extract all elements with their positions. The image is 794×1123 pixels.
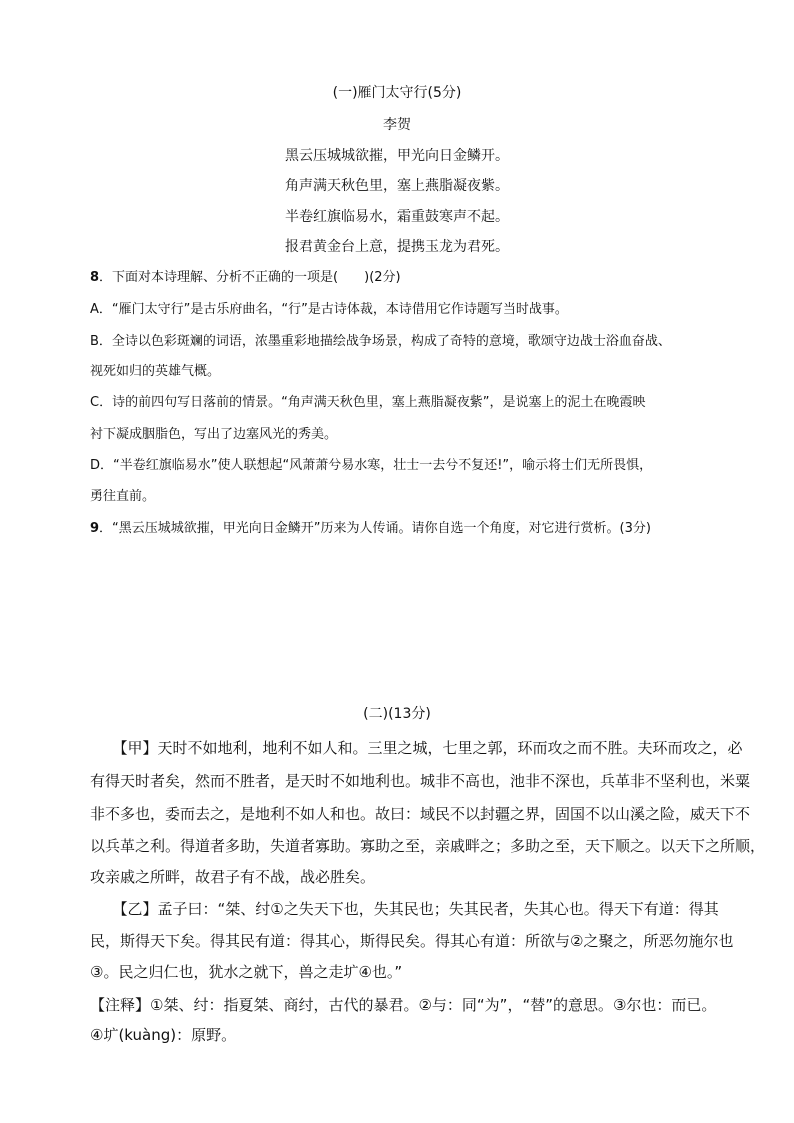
poem-author: 李贺 <box>383 117 411 133</box>
notes-line: ④圹(kuàng)：原野。 <box>90 1026 237 1044</box>
option-d: D．“半卷红旗临易水”使人联想起“风萧萧兮易水寒，壮士一去兮不复还!”，喻示将士们无所畏惧， <box>90 458 653 473</box>
option-d-cont: 勇往直前。 <box>90 489 156 504</box>
question-stem: ．“黑云压城城欲摧，甲光向日金鳞开”历来为人传诵。请你自选一个角度，对它进行赏析。(3分) <box>99 521 651 536</box>
question-stem: ．下面对本诗理解、分析不正确的一项是( )(2分) <box>99 270 401 285</box>
question-8 <box>90 269 401 287</box>
passage-jia-line <box>90 738 743 758</box>
passage-text: 【乙】孟子曰：“桀、纣①之失天下也，失其民也；失其民者，失其心也。得天下有道：得其 <box>120 900 719 918</box>
section2-title: (二)(13分) <box>363 706 431 722</box>
option-c: C．诗的前四句写日落前的情景。“角声满天秋色里，塞上燕脂凝夜紫”，是说塞上的泥土在晚霞映 <box>90 395 646 410</box>
passage-yi-line: ③。民之归仁也，犹水之就下，兽之走圹④也。” <box>90 963 403 981</box>
passage-text: 【甲】天时不如地利，地利不如人和。三里之城，七里之郭，环而攻之而不胜。夫环而攻之，必 <box>120 739 743 757</box>
passage-yi-line <box>90 899 719 919</box>
option-b: B．全诗以色彩斑斓的词语，浓墨重彩地描绘战争场景，构成了奇特的意境，歌颂守边战士浴血奋战、 <box>90 334 671 349</box>
passage-jia-line: 攻亲戚之所畔，故君子有不战，战必胜矣。 <box>90 868 376 886</box>
passage-jia-line: 有得天时者矣，然而不胜者，是天时不如地利也。城非不高也，池非不深也，兵革非不坚利也，米粟 <box>90 772 751 790</box>
option-a: A．“雁门太守行”是古乐府曲名，“行”是古诗体裁，本诗借用它作诗题写当时战事。 <box>90 302 568 317</box>
passage-jia-line: 非不多也，委而去之，是地利不如人和也。故曰：域民不以封疆之界，固国不以山溪之险，威天下不 <box>90 805 751 823</box>
option-b-cont: 视死如归的英雄气概。 <box>90 364 221 379</box>
poem-line: 角声满天秋色里，塞上燕脂凝夜紫。 <box>285 178 509 194</box>
question-number: 8 <box>90 270 100 285</box>
option-c-cont: 衬下凝成胭脂色，写出了边塞风光的秀美。 <box>90 427 338 442</box>
notes-line: 【注释】①桀、纣：指夏桀、商纣，古代的暴君。②与：同“为”，“替”的意思。③尔也：而已。 <box>90 996 717 1014</box>
question-number: 9 <box>90 521 100 536</box>
poem-line: 黑云压城城欲摧，甲光向日金鳞开。 <box>285 148 509 164</box>
section1-title: (一)雁门太守行(5分) <box>332 85 462 101</box>
passage-jia-line: 以兵革之利。得道者多助，失道者寡助。寡助之至，亲戚畔之；多助之至，天下顺之。以天下之所顺， <box>90 837 766 855</box>
passage-yi-line: 民，斯得天下矣。得其民有道：得其心，斯得民矣。得其心有道：所欲与②之聚之，所恶勿施尔也 <box>90 932 734 950</box>
question-9 <box>90 520 651 538</box>
poem-line: 报君黄金台上意，提携玉龙为君死。 <box>285 239 509 255</box>
poem-line: 半卷红旗临易水，霜重鼓寒声不起。 <box>285 209 509 225</box>
